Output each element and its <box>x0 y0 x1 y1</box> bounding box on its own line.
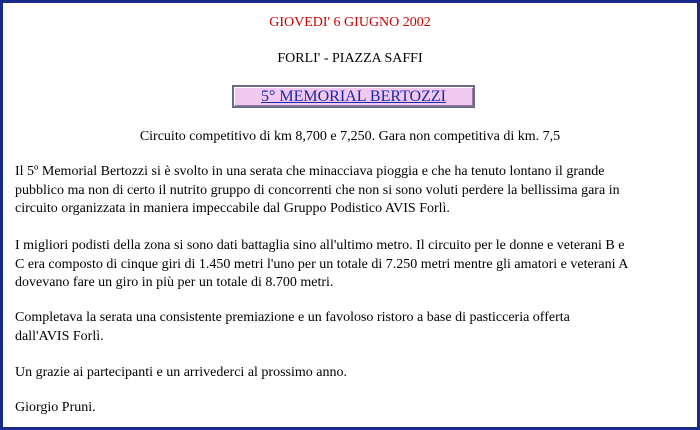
paragraph-race-report <box>15 163 695 219</box>
event-title[interactable]: 5° MEMORIAL BERTOZZI <box>261 88 446 105</box>
paragraph-line: C era composto di cinque giri di 1.450 metri l'uno per un totale di 7.250 metri mentre gli amatori e veterani A <box>15 256 629 272</box>
event-location: FORLI' - PIAZZA SAFFI <box>277 51 423 66</box>
circuit-description: Circuito competitivo di km 8,700 e 7,250. Gara non competitiva di km. 7,5 <box>139 129 561 144</box>
paragraph-line: circuito organizzata in maniera impeccabile dal Gruppo Podistico AVIS Forlì. <box>15 201 450 216</box>
paragraph-line: dall'AVIS Forlì. <box>15 328 104 344</box>
paragraph-line: Il 5º Memorial Bertozzi si è svolto in una serata che minacciava pioggia e che ha tenuto lontano il grande <box>15 164 605 179</box>
paragraph-line: I migliori podisti della zona si sono dati battaglia sino all'ultimo metro. Il circuito per le donne e veterani B e <box>15 238 625 253</box>
paragraph-circuit-details <box>15 237 695 293</box>
paragraph-line: Completava la serata una consistente premiazione e un favoloso ristoro a base di pasticceria offerta <box>15 310 570 325</box>
paragraph-line: Un grazie ai partecipanti e un arrivederci al prossimo anno. <box>15 365 347 380</box>
paragraph-line: Giorgio Pruni. <box>15 400 96 415</box>
event-date: GIOVEDI' 6 GIUGNO 2002 <box>269 15 431 30</box>
paragraph-thanks <box>15 364 695 383</box>
event-title-box <box>232 85 475 108</box>
paragraph-line: pubblico ma non di certo il nutrito gruppo di concorrenti che non si sono voluti perdere la bellissima gara in <box>15 182 620 198</box>
paragraph-awards <box>15 309 695 346</box>
paragraph-line: dovevano fare un giro in più per un totale di 8.700 metri. <box>15 275 334 290</box>
author-signature <box>15 399 695 418</box>
